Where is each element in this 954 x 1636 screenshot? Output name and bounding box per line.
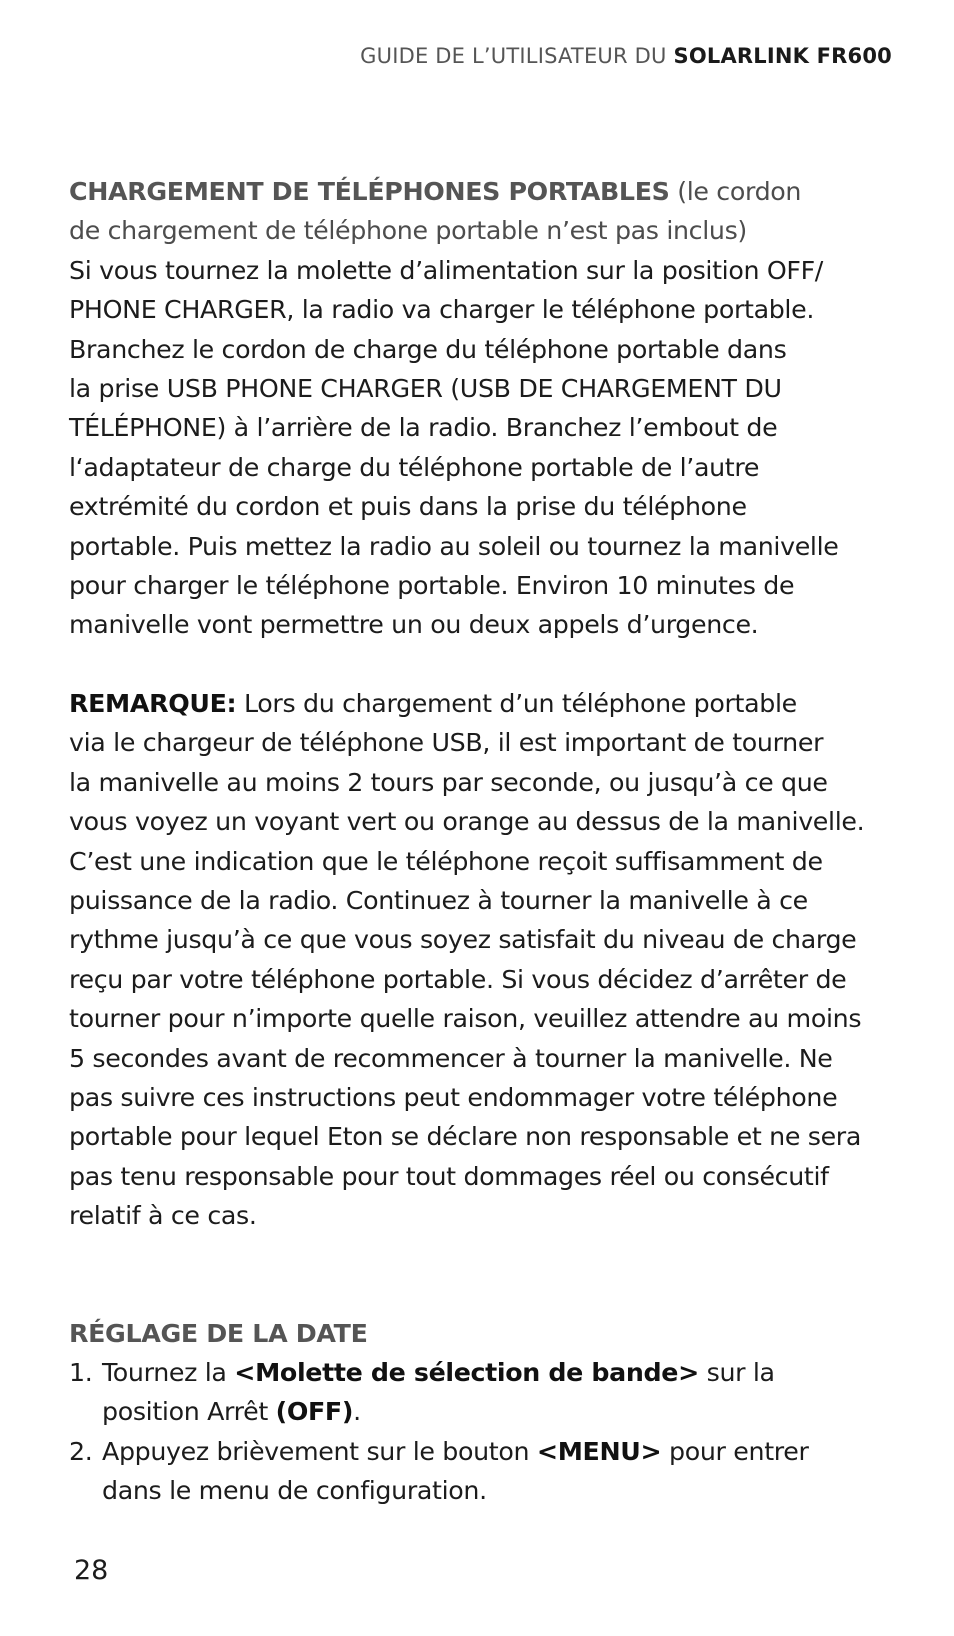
note-line: via le chargeur de téléphone USB, il est important de tourner	[69, 728, 824, 758]
date-step	[69, 1353, 897, 1432]
body-line: PHONE CHARGER, la radio va charger le téléphone portable.	[69, 295, 815, 325]
section-gap	[69, 1236, 897, 1314]
note-line: tourner pour n’importe quelle raison, veuillez attendre au moins	[69, 1004, 862, 1034]
note-line: rythme jusqu’à ce que vous soyez satisfait du niveau de charge	[69, 925, 857, 955]
page-number: 28	[74, 1555, 109, 1586]
body-line: Si vous tournez la molette d’alimentation sur la position OFF/	[69, 255, 823, 285]
body-line: Branchez le cordon de charge du téléphone portable dans	[69, 334, 787, 364]
step-text: pour entrer	[661, 1436, 809, 1466]
section-charging-title: CHARGEMENT DE TÉLÉPHONES PORTABLES	[69, 177, 670, 206]
step-control-name: <Molette de sélection de bande>	[234, 1357, 699, 1387]
section-date	[69, 1314, 897, 1511]
step-number: 2.	[69, 1436, 93, 1466]
note-line: C’est une indication que le téléphone reçoit suffisamment de	[69, 846, 823, 876]
section-charging-heading	[69, 172, 897, 211]
note-line: portable pour lequel Eton se déclare non responsable et ne sera	[69, 1122, 861, 1152]
body-line: la prise USB PHONE CHARGER (USB DE CHARGEMENT DU	[69, 374, 782, 404]
note-line: pas tenu responsable pour tout dommages réel ou consécutif	[69, 1161, 829, 1191]
step-text: Tournez la	[102, 1357, 235, 1387]
body-line: l‘adaptateur de charge du téléphone portable de l’autre	[69, 452, 760, 482]
step-text: .	[353, 1397, 361, 1427]
header-brand: SOLARLINK FR600	[673, 44, 892, 68]
body-line: pour charger le téléphone portable. Environ 10 minutes de	[69, 571, 795, 601]
section-charging	[69, 172, 897, 645]
note-paragraph	[69, 684, 897, 1236]
step-control-name: <MENU>	[536, 1436, 662, 1466]
page-content	[69, 172, 897, 1511]
step-control-name: (OFF)	[275, 1397, 354, 1427]
note-line: puissance de la radio. Continuez à tourner la manivelle à ce	[69, 885, 808, 915]
step-text: position Arrêt	[102, 1397, 276, 1427]
note-line: pas suivre ces instructions peut endommager votre téléphone	[69, 1082, 838, 1112]
running-header	[360, 44, 892, 68]
note-line: la manivelle au moins 2 tours par seconde, ou jusqu’à ce que	[69, 767, 828, 797]
note-first-line	[69, 684, 897, 723]
note-first-line-text: Lors du chargement d’un téléphone portable	[236, 688, 797, 718]
step-text: dans le menu de configuration.	[102, 1476, 487, 1506]
section-charging-title-suffix: (le cordon	[669, 177, 802, 206]
note-line: 5 secondes avant de recommencer à tourner la manivelle. Ne	[69, 1043, 833, 1073]
body-line: manivelle vont permettre un ou deux appels d’urgence.	[69, 610, 759, 640]
body-line: extrémité du cordon et puis dans la prise du téléphone	[69, 492, 747, 522]
step-text: sur la	[698, 1357, 775, 1387]
note-line: vous voyez un voyant vert ou orange au dessus de la manivelle.	[69, 807, 865, 837]
note-label: REMARQUE:	[69, 688, 237, 718]
step-text: Appuyez brièvement sur le bouton	[102, 1436, 537, 1466]
body-line: portable. Puis mettez la radio au soleil ou tournez la manivelle	[69, 531, 839, 561]
section-date-title: RÉGLAGE DE LA DATE	[69, 1318, 368, 1348]
date-steps-list	[69, 1353, 897, 1511]
section-charging-title-line2: de chargement de téléphone portable n’est pas inclus)	[69, 216, 747, 246]
note-line: relatif à ce cas.	[69, 1201, 257, 1231]
step-number: 1.	[69, 1357, 93, 1387]
header-prefix: GUIDE DE L’UTILISATEUR DU	[360, 44, 674, 68]
date-step	[69, 1432, 897, 1511]
body-line: TÉLÉPHONE) à l’arrière de la radio. Branchez l’embout de	[69, 413, 778, 443]
paragraph-gap	[69, 645, 897, 684]
note-line: reçu par votre téléphone portable. Si vous décidez d’arrêter de	[69, 964, 847, 994]
